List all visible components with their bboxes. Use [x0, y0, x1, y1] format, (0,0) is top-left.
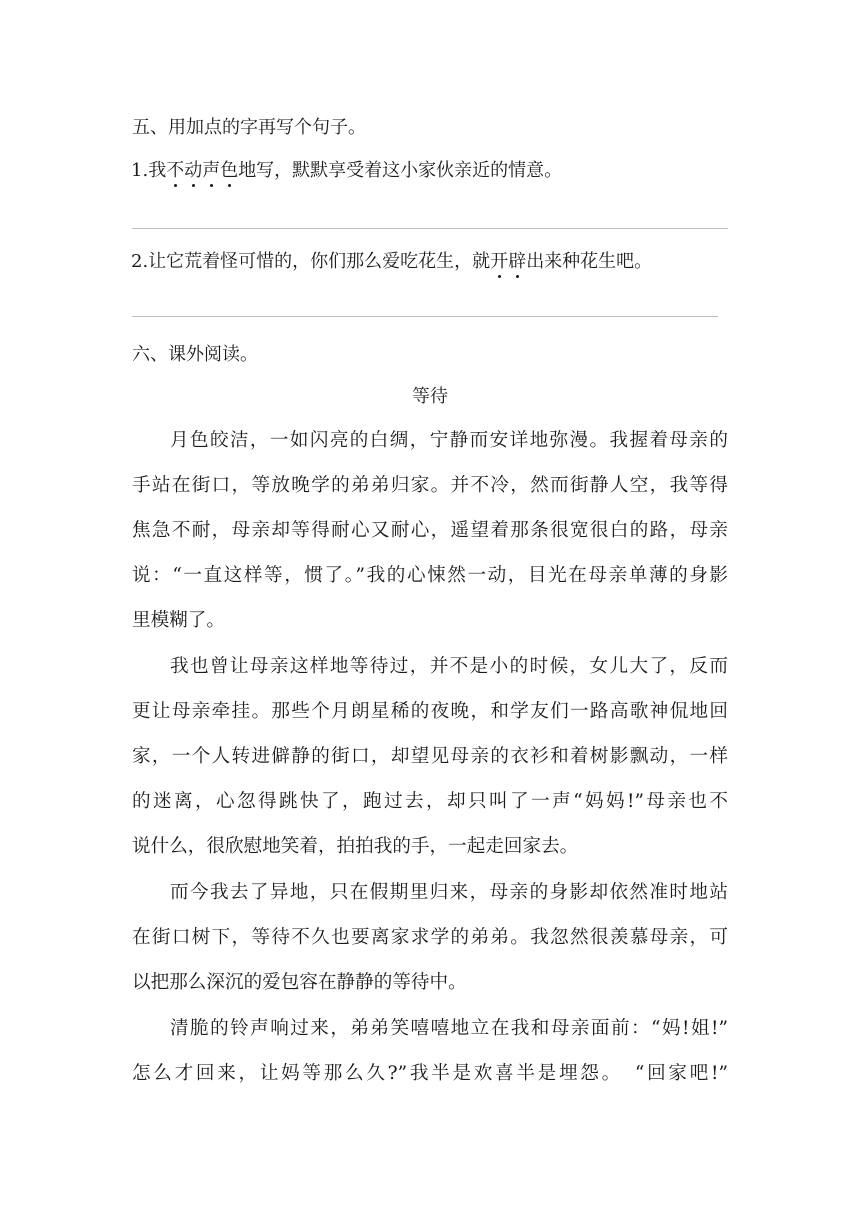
- paragraph-line: 月色皎洁，一如闪亮的白绸，宁静而安详地弥漫。我握着母亲的: [170, 430, 728, 451]
- paragraph-line: 在街口树下，等待不久也要离家求学的弟弟。我忽然很羡慕母亲，可: [132, 927, 728, 948]
- paragraph-line: 清脆的铃声响过来，弟弟笑嘻嘻地立在我和母亲面前：“妈!姐!”: [170, 1018, 728, 1039]
- question-1-pre: 我: [148, 160, 167, 181]
- dotted-char: 声: [202, 160, 221, 181]
- paragraph-line: 家，一个人转进僻静的街口，却望见母亲的衣衫和着树影飘动，一样: [132, 746, 728, 767]
- question-2-post: 出来种花生吧。: [526, 251, 653, 272]
- paragraph-line: 的迷离，心忽得跳快了，跑过去，却只叫了一声“妈妈!”母亲也不: [132, 791, 728, 812]
- paragraph-line: 怎么才回来，让妈等那么久?”我半是欢喜半是埋怨。 “回家吧!”: [132, 1063, 728, 1084]
- question-2-pre: 让它荒着怪可惜的，你们那么爱吃花生，就: [148, 251, 491, 272]
- paragraph-line: 而今我去了异地，只在假期里归来，母亲的身影却依然准时地站: [170, 882, 728, 903]
- answer-line-2[interactable]: [132, 316, 718, 317]
- question-1: [131, 160, 562, 182]
- answer-line-1[interactable]: [132, 228, 728, 229]
- paragraph-line: 以把那么深沉的爱包容在静静的等待中。: [132, 972, 467, 993]
- question-2: [131, 251, 652, 273]
- paragraph-line: 更让母亲牵挂。那些个月朗星稀的夜晚，和学友们一路高歌神侃地回: [132, 701, 728, 722]
- article-title: 等待: [412, 386, 448, 407]
- dotted-char: 色: [220, 160, 239, 181]
- question-2-number: 2.: [131, 251, 149, 272]
- dotted-char: 开: [490, 251, 509, 272]
- section5-heading: 五、用加点的字再写个句子。: [132, 117, 366, 138]
- question-1-number: 1.: [131, 160, 149, 181]
- section6-heading: 六、课外阅读。: [132, 344, 258, 365]
- paragraph-line: 里模糊了。: [132, 610, 225, 631]
- paragraph-line: 焦急不耐，母亲却等得耐心又耐心，遥望着那条很宽很白的路，母亲: [132, 520, 728, 541]
- dotted-char: 不: [166, 160, 185, 181]
- dotted-char: 动: [184, 160, 203, 181]
- dotted-char: 辟: [508, 251, 527, 272]
- paragraph-line: 说什么，很欣慰地笑着，拍拍我的手，一起走回家去。: [132, 836, 579, 857]
- paragraph-line: 我也曾让母亲这样地等待过，并不是小的时候，女儿大了，反而: [170, 656, 728, 677]
- question-1-post: 地写，默默享受着这小家伙亲近的情意。: [238, 160, 563, 181]
- paragraph-line: 说：“一直这样等，惯了。”我的心悚然一动，目光在母亲单薄的身影: [132, 565, 728, 586]
- paragraph-line: 手站在街口，等放晚学的弟弟归家。并不冷，然而街静人空，我等得: [132, 475, 728, 496]
